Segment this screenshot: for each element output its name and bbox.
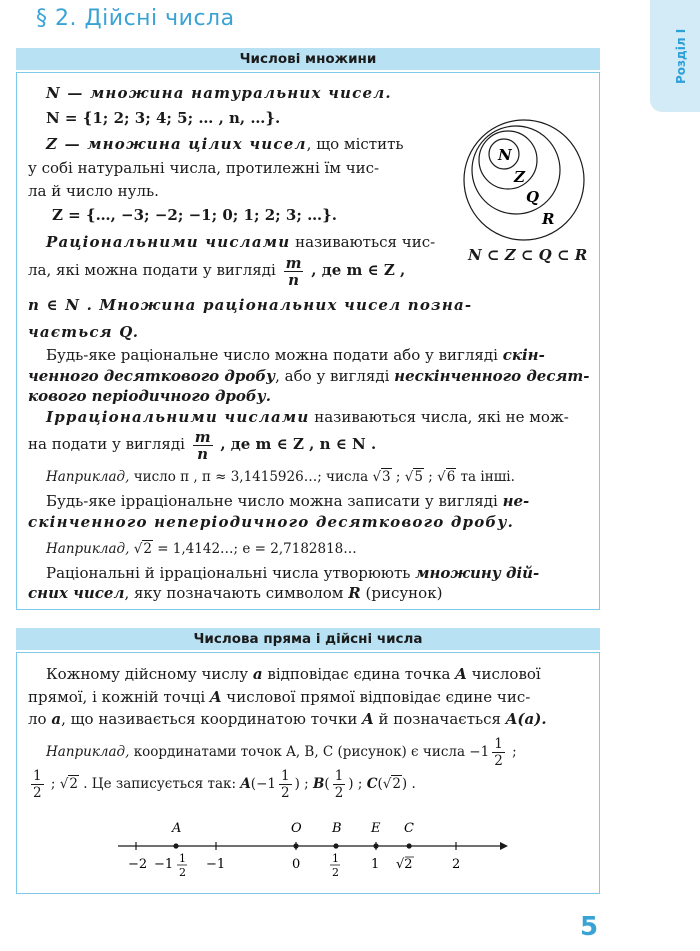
line-def-line3: ло a, що називається координатою точки A й позначається A(a). <box>28 710 547 728</box>
nl-label-c: C <box>404 821 414 836</box>
q-definition-line4: чається Q. <box>28 323 140 341</box>
venn-label-r: R <box>542 210 555 228</box>
line-example-line1: Наприклад, координатами точок A, B, C (рисунок) є числа −1 $\frac{1}{2}$ ; <box>46 736 517 769</box>
nl-tick-label-half-den: 2 <box>332 866 339 879</box>
real-set-line1: Раціональні й ірраціональні числа утворюють множину дій- <box>46 564 540 582</box>
box2-header: Числова пряма і дійсні числа <box>16 628 600 650</box>
line-example-line2: $\frac{1}{2}$ ; √2 . Це записується так: A(−1 $\frac{1}{2}$ ) ; B( $\frac{1}{2}$ ) ; C(√2) . <box>33 768 416 801</box>
real-set-line2: сних чисел, яку позначають символом R (рисунок) <box>28 584 443 602</box>
nl-label-b: B <box>332 821 342 836</box>
rational-any-line3: кового періодичного дробу. <box>28 387 271 405</box>
line-def-line2: прямої, і кожній точці A числової прямої відповідає єдине чис- <box>28 688 531 706</box>
q-definition-line1: Раціональними числами називаються чис- <box>46 233 436 251</box>
rational-any-line1: Будь-яке раціональне число можна подати або у вигляді скін- <box>46 346 545 364</box>
chapter-side-tab[interactable] <box>650 0 700 112</box>
q-definition-line2: ла, які можна подати у вигляді $\frac{m}{n}$ , де m ∈ Z , <box>28 253 406 289</box>
z-definition-line1: Z — множина цілих чисел, що містить <box>46 135 404 153</box>
nl-tick-label-2: 2 <box>452 857 461 872</box>
z-definition-line3: ла й число нуль. <box>28 182 159 200</box>
q-definition-line3: n ∈ N . Множина раціональних чисел позна- <box>28 296 473 314</box>
subset-relation: N ⊂ Z ⊂ Q ⊂ R <box>468 246 588 264</box>
irrational-any-line1: Будь-яке ірраціональне число можна записати у вигляді не- <box>46 492 530 510</box>
rational-any-line2: ченного десяткового дробу, або у вигляді нескінченного десят- <box>28 367 590 385</box>
z-definition-line2: у собі натуральні числа, протилежні їм чис- <box>28 159 380 177</box>
venn-label-q: Q <box>526 188 540 206</box>
nl-tick-label-minus2: −2 <box>128 857 148 872</box>
nl-point <box>333 843 338 848</box>
venn-label-n: N <box>498 146 512 164</box>
nl-tick-label-half-num: 1 <box>332 852 339 865</box>
nl-tick-label-1: 1 <box>371 857 380 872</box>
number-line <box>110 818 510 882</box>
fraction-m-over-n-2: $\frac{m}{n}$ <box>194 427 211 463</box>
nl-label-o: O <box>291 821 302 836</box>
number-sets-venn-diagram <box>462 118 592 242</box>
nl-point <box>293 843 298 848</box>
n-definition: N — множина натуральних чисел. <box>46 84 392 102</box>
nl-point <box>173 843 178 848</box>
nl-label-e: E <box>371 821 381 836</box>
svg-text:2: 2 <box>179 866 186 879</box>
section-title: § 2. Дійсні числа <box>36 6 235 31</box>
irrational-any-line2: скінченного неперіодичного десяткового дробу. <box>28 513 515 531</box>
n-set: N = {1; 2; 3; 4; 5; … , n, …}. <box>46 109 281 127</box>
page-number: 5 <box>580 912 599 942</box>
line-def-line1: Кожному дійсному числу a відповідає єдина точка A числової <box>46 665 541 683</box>
fraction-m-over-n: $\frac{m}{n}$ <box>285 253 302 289</box>
nl-point <box>373 843 378 848</box>
nl-tick-label-minus1-half: −1 <box>154 857 174 872</box>
svg-text:1: 1 <box>179 852 186 865</box>
nl-tick-label-sqrt2: √2 <box>396 857 413 872</box>
irrational-def-line2: на подати у вигляді $\frac{m}{n}$ , де m ∈ Z , n ∈ N . <box>28 427 377 463</box>
irrational-example2: Наприклад, √2 = 1,4142…; e = 2,7182818… <box>46 541 357 557</box>
nl-label-a: A <box>172 821 182 836</box>
nl-tick-label-minus1: −1 <box>206 857 226 872</box>
chapter-label: Розділ I <box>674 28 688 84</box>
nl-tick-label-0: 0 <box>292 857 301 872</box>
nl-point <box>407 843 412 848</box>
number-line-arrow <box>500 842 508 850</box>
z-set: Z = {…, −3; −2; −1; 0; 1; 2; 3; …}. <box>52 206 337 224</box>
irrational-def-line1: Ірраціональними числами називаються числа, які не мож- <box>46 408 569 426</box>
irrational-example1: Наприклад, число π , π ≈ 3,1415926…; числа √3 ; √5 ; √6 та інші. <box>46 469 515 485</box>
box1-header: Числові множини <box>16 48 600 70</box>
venn-label-z: Z <box>514 168 525 186</box>
